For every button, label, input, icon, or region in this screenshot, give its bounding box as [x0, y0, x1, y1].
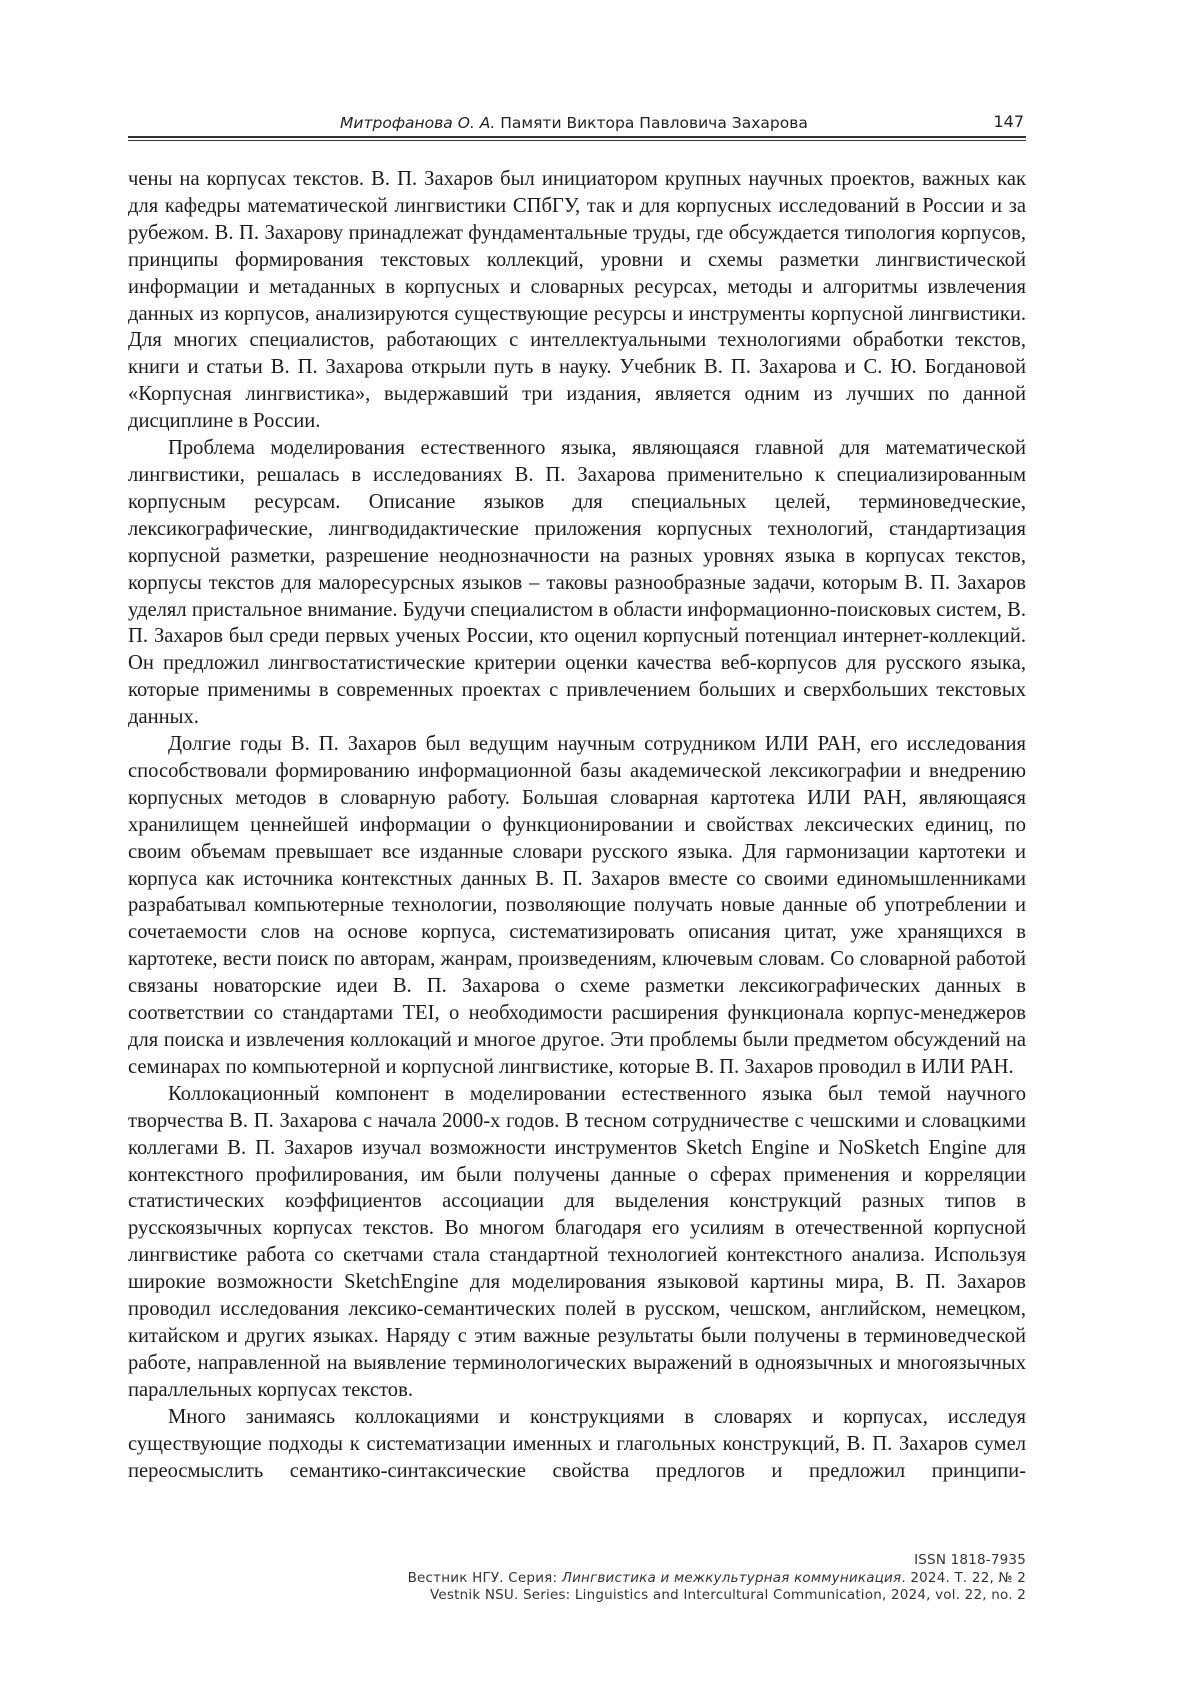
running-title-text: Памяти Виктора Павловича Захарова [500, 114, 808, 132]
paragraph: Проблема моделирования естественного языка, являющаяся главной для математической лингвистики, решалась в исследованиях В. П. Захарова применительно к специализированным корпусным ресурсам. Описание языков для специальных целей, терминоведческие, лексикографические, лингводидактические приложения корпусных технологий, стандартизация корпусной разметки, разрешение неоднозначности на разных уровнях языка в корпусах текстов, корпусы текстов для малоресурсных языков – таковы разнообразные задачи, которым В. П. Захаров уделял пристальное внимание. Будучи специалистом в области информационно-поисковых систем, В. П. Захаров был среди первых ученых России, кто оценил корпусный потенциал интернет-коллекций. Он предложил лингвостатистические критерии оценки качества веб-корпусов для русского языка, которые применимы в современных проектах с привлечением больших и сверхбольших текстовых данных. [128, 435, 1026, 731]
journal-ru-suffix: . 2024. Т. 22, № 2 [901, 1570, 1026, 1586]
paragraph: Много занимаясь коллокациями и конструкциями в словарях и корпусах, исследуя существующие подходы к систематизации именных и глагольных конструкций, В. П. Захаров сумел переосмыслить семантико-синтаксические свойства предлогов и предложил принципи- [128, 1404, 1026, 1485]
journal-ru [408, 1570, 1026, 1588]
running-title-authors: Митрофанова О. А. [340, 114, 495, 132]
journal-en: Vestnik NSU. Series: Linguistics and Intercultural Communication, 2024, vol. 22, no. 2 [408, 1587, 1026, 1605]
header-rule-thin [128, 140, 1026, 141]
paragraph: чены на корпусах текстов. В. П. Захаров был инициатором крупных научных проектов, важных как для кафедры математической лингвистики СПбГУ, так и для корпусных исследований в России и за рубежом. В. П. Захарову принадлежат фундаментальные труды, где обсуждается типология корпусов, принципы формирования текстовых коллекций, уровни и схемы разметки лингвистической информации и метаданных в корпусных и словарных ресурсах, методы и алгоритмы извлечения данных из корпусов, анализируются существующие ресурсы и инструменты корпусной лингвистики. Для многих специалистов, работающих с интеллектуальными технологиями обработки текстов, книги и статьи В. П. Захарова открыли путь в науку. Учебник В. П. Захарова и С. Ю. Богдановой «Корпусная лингвистика», выдержавший три издания, является одним из лучших по данной дисциплине в России. [128, 166, 1026, 435]
issn: ISSN 1818-7935 [408, 1552, 1026, 1570]
article-body [128, 166, 1026, 1484]
journal-ru-prefix: Вестник НГУ. Серия: [408, 1570, 562, 1586]
running-head [128, 112, 1026, 134]
running-title [340, 114, 808, 132]
paragraph: Долгие годы В. П. Захаров был ведущим научным сотрудником ИЛИ РАН, его исследования способствовали формированию информационной базы академической лексикографии и внедрению корпусных методов в словарную работу. Большая словарная картотека ИЛИ РАН, являющаяся хранилищем ценнейшей информации о функционировании и свойствах лексических единиц, по своим объемам превышает все изданные словари русского языка. Для гармонизации картотеки и корпуса как источника контекстных данных В. П. Захаров вместе со своими единомышленниками разрабатывал компьютерные технологии, позволяющие получать новые данные об употреблении и сочетаемости слов на основе корпуса, систематизировать описания цитат, уже хранящихся в картотеке, вести поиск по авторам, жанрам, произведениям, ключевым словам. Со словарной работой связаны новаторские идеи В. П. Захарова о схеме разметки лексикографических данных в соответствии со стандартами TEI, о необходимости расширения функционала корпус-менеджеров для поиска и извлечения коллокаций и многое другое. Эти проблемы были предметом обсуждений на семинарах по компьютерной и корпусной лингвистике, которые В. П. Захаров проводил в ИЛИ РАН. [128, 731, 1026, 1081]
journal-footer [408, 1552, 1026, 1605]
page-number: 147 [993, 112, 1024, 131]
paragraph: Коллокационный компонент в моделировании естественного языка был темой научного творчества В. П. Захарова с начала 2000-х годов. В тесном сотрудничестве с чешскими и словацкими коллегами В. П. Захаров изучал возможности инструментов Sketch Engine и NoSketch Engine для контекстного профилирования, им были получены данные о сферах применения и корреляции статистических коэффициентов ассоциации для выделения конструкций разных типов в русскоязычных корпусах текстов. Во многом благодаря его усилиям в отечественной корпусной лингвистике работа со скетчами стала стандартной технологией контекстного анализа. Используя широкие возможности SketchEngine для моделирования языковой картины мира, В. П. Захаров проводил исследования лексико-семантических полей в русском, чешском, английском, немецком, китайском и других языках. Наряду с этим важные результаты были получены в терминоведческой работе, направленной на выявление терминологических выражений в одноязычных и многоязычных параллельных корпусах текстов. [128, 1081, 1026, 1404]
header-rule-thick [128, 136, 1026, 138]
journal-ru-series: Лингвистика и межкультурная коммуникация [562, 1570, 902, 1586]
